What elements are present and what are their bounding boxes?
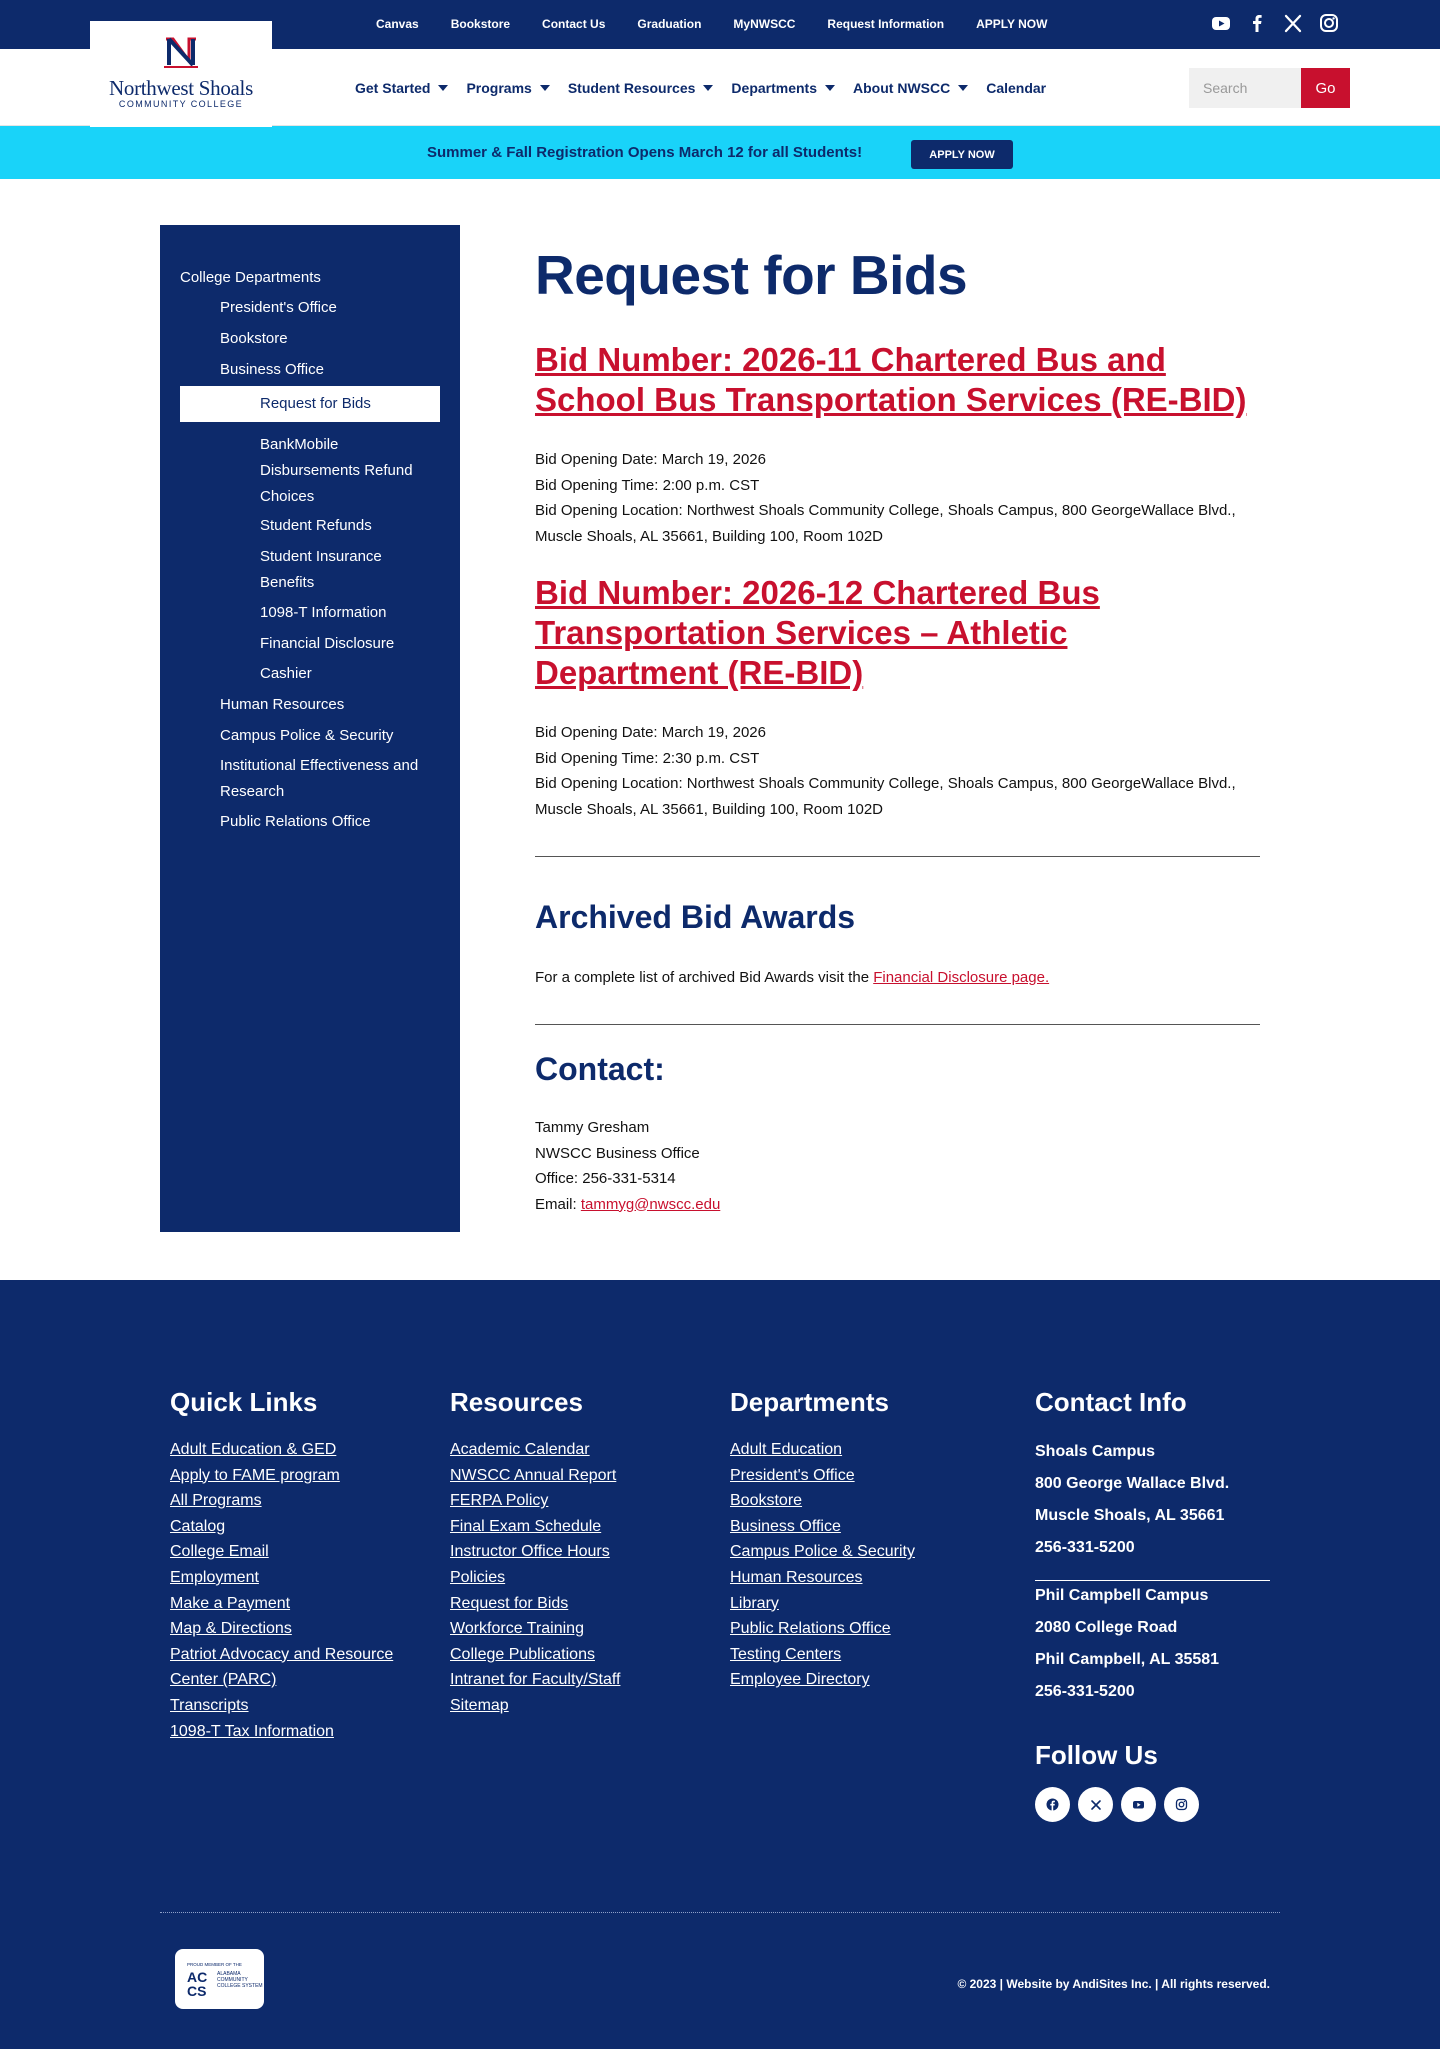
campus-name: Phil Campbell Campus [1035, 1587, 1209, 1604]
footer-departments-title: Departments [730, 1387, 889, 1417]
footer-link[interactable]: All Programs [170, 1492, 262, 1510]
archived-bid-awards-heading: Archived Bid Awards [535, 899, 856, 935]
footer-link[interactable]: Adult Education & GED [170, 1441, 337, 1458]
footer-link[interactable]: Instructor Office Hours [450, 1543, 610, 1561]
header-social-icons [1210, 12, 1340, 34]
footer-resources-links [450, 1437, 690, 1719]
campus-city: Muscle Shoals, AL 35661 [1035, 1507, 1225, 1524]
college-logo[interactable] [90, 21, 272, 127]
youtube-icon[interactable] [1121, 1787, 1156, 1822]
footer-link[interactable]: Academic Calendar [450, 1441, 590, 1458]
accs-logo-words: ALABAMA COMMUNITY COLLEGE SYSTEM [217, 1971, 263, 1989]
nav-calendar[interactable] [986, 80, 1046, 96]
follow-us-title: Follow Us [1035, 1740, 1158, 1770]
utility-links [376, 17, 1079, 31]
bid-opening-location: Bid Opening Location: Northwest Shoals Community College, Shoals Campus, 800 GeorgeWallace Blvd., Muscle Shoals, AL 35661, Building 100, Room 102D [535, 775, 1236, 818]
footer-link[interactable]: Bookstore [730, 1492, 803, 1510]
nav-about[interactable] [853, 80, 968, 96]
nav-departments[interactable] [731, 80, 835, 96]
sidebar-item-presidents-office[interactable]: President's Office [220, 299, 337, 316]
bid-link-2026-11[interactable]: Bid Number: 2026-11 Chartered Bus and School Bus Transportation Services (RE-BID) [535, 341, 1247, 418]
utility-link-graduation[interactable]: Graduation [637, 17, 702, 31]
utility-link-canvas[interactable]: Canvas [376, 17, 419, 31]
logo-name: Northwest Shoals [109, 76, 253, 100]
footer-link[interactable]: College Publications [450, 1645, 595, 1663]
announcement-apply-button[interactable]: APPLY NOW [911, 140, 1013, 169]
bid-opening-location: Bid Opening Location: Northwest Shoals Community College, Shoals Campus, 800 GeorgeWallace Blvd., Muscle Shoals, AL 35661, Building 100, Room 102D [535, 502, 1236, 545]
footer-contact-title: Contact Info [1035, 1387, 1187, 1417]
logo-subtitle: COMMUNITY COLLEGE [118, 99, 244, 109]
footer-link[interactable]: Library [730, 1594, 779, 1612]
instagram-icon[interactable] [1164, 1787, 1199, 1822]
sidebar-item-financial-disclosure[interactable]: Financial Disclosure [260, 635, 395, 652]
footer-link[interactable]: Transcripts [170, 1696, 249, 1714]
bid-link-2026-12[interactable]: Bid Number: 2026-12 Chartered Bus Transportation Services – Athletic Department (RE-BID) [535, 574, 1100, 691]
bid-opening-time: Bid Opening Time: 2:30 p.m. CST [535, 749, 760, 767]
nav-student-resources[interactable] [568, 80, 714, 96]
youtube-icon[interactable] [1210, 12, 1232, 34]
campus-phone: 256-331-5200 [1035, 1683, 1135, 1700]
footer-link[interactable]: FERPA Policy [450, 1492, 549, 1510]
nav-student-resources-label: Student Resources [567, 80, 696, 96]
chevron-down-icon [825, 85, 835, 91]
utility-link-mynwscc[interactable]: MyNWSCC [733, 17, 796, 31]
bid-details-2026-12 [535, 720, 1275, 822]
x-icon[interactable] [1282, 12, 1304, 34]
footer-link[interactable]: Map & Directions [170, 1620, 292, 1638]
contact-email-label: Email: [535, 1195, 581, 1213]
footer-rule [160, 1912, 1280, 1913]
nav-departments-label: Departments [731, 80, 818, 96]
footer-link[interactable]: President's Office [730, 1466, 855, 1484]
announcement-bar [0, 126, 1440, 179]
footer-link[interactable]: Request for Bids [450, 1594, 569, 1612]
sidebar-item-cashier[interactable]: Cashier [260, 665, 312, 682]
sidebar-item-campus-police[interactable]: Campus Police & Security [220, 727, 394, 744]
footer-link[interactable]: Sitemap [450, 1696, 509, 1714]
bid-opening-time: Bid Opening Time: 2:00 p.m. CST [535, 476, 760, 494]
bid-opening-date: Bid Opening Date: March 19, 2026 [535, 724, 766, 741]
footer-link[interactable]: Testing Centers [730, 1645, 842, 1663]
sidebar-item-college-departments[interactable]: College Departments [180, 269, 321, 286]
contact-email-line [535, 1192, 1275, 1218]
sidebar-item-public-relations[interactable]: Public Relations Office [220, 813, 371, 830]
sidebar-item-student-refunds[interactable]: Student Refunds [260, 517, 372, 534]
footer-link[interactable]: Campus Police & Security [730, 1543, 915, 1561]
footer-link[interactable]: Public Relations Office [730, 1620, 891, 1638]
footer-resources-title: Resources [450, 1387, 583, 1417]
footer-link[interactable]: Adult Education [730, 1441, 843, 1458]
facebook-icon[interactable] [1035, 1787, 1070, 1822]
search-input[interactable] [1189, 68, 1301, 108]
facebook-icon[interactable] [1246, 12, 1268, 34]
footer-link[interactable]: Apply to FAME program [170, 1466, 340, 1484]
utility-link-apply-now[interactable]: APPLY NOW [976, 17, 1048, 31]
sidebar-item-bankmobile[interactable]: BankMobile Disbursements Refund Choices [260, 436, 413, 505]
footer-link[interactable]: NWSCC Annual Report [450, 1466, 617, 1484]
footer-shoals-campus [1035, 1436, 1229, 1564]
nav-calendar-label: Calendar [986, 80, 1047, 96]
archived-bid-awards-text [535, 969, 1049, 986]
footer-link[interactable]: Employee Directory [730, 1671, 870, 1689]
footer-link[interactable]: College Email [170, 1543, 269, 1561]
page-title: Request for Bids [535, 244, 968, 306]
campus-address: 2080 College Road [1035, 1619, 1178, 1636]
footer-link[interactable]: Policies [450, 1568, 506, 1586]
sidebar-item-request-for-bids-active[interactable]: Request for Bids [180, 386, 440, 422]
content-divider [535, 856, 1260, 857]
contact-email-link[interactable]: tammyg@nwscc.edu [580, 1195, 721, 1213]
accs-logo-tagline: PROUD MEMBER OF THE [187, 1962, 242, 1967]
chevron-down-icon [958, 85, 968, 91]
sidebar-item-1098t[interactable]: 1098-T Information [260, 604, 387, 621]
financial-disclosure-link[interactable]: Financial Disclosure page. [873, 969, 1050, 986]
campus-address: 800 George Wallace Blvd. [1035, 1475, 1230, 1492]
sidebar-item-bookstore[interactable]: Bookstore [220, 330, 288, 347]
contact-department: NWSCC Business Office [535, 1144, 700, 1162]
utility-link-contact-us[interactable]: Contact Us [542, 17, 606, 31]
chevron-down-icon [438, 85, 448, 91]
nav-get-started-label: Get Started [355, 80, 431, 96]
nav-get-started[interactable] [355, 80, 448, 96]
main-navigation [355, 80, 1064, 96]
college-monogram-icon [163, 33, 199, 69]
nav-about-label: About NWSCC [853, 80, 951, 96]
footer-link[interactable]: Intranet for Faculty/Staff [450, 1671, 621, 1689]
search-go-button[interactable]: Go [1301, 68, 1350, 108]
footer-link[interactable]: Patriot Advocacy and Resource Center (PARC) [170, 1645, 394, 1689]
chevron-down-icon [540, 85, 550, 91]
footer-link[interactable]: Employment [170, 1568, 259, 1586]
footer-quick-links [170, 1437, 410, 1744]
chevron-down-icon [703, 85, 713, 91]
announcement-text: Summer & Fall Registration Opens March 12 for all Students! [427, 144, 863, 161]
footer-phil-campbell-campus [1035, 1580, 1219, 1708]
bid-details-2026-11 [535, 447, 1275, 549]
sidebar-item-institutional-effectiveness[interactable]: Institutional Effectiveness and Research [220, 757, 419, 800]
sidebar-nav [160, 225, 460, 1232]
contact-heading: Contact: [535, 1051, 665, 1087]
footer-link[interactable]: Business Office [730, 1517, 841, 1535]
x-icon[interactable] [1078, 1787, 1113, 1822]
contact-details [535, 1115, 1275, 1217]
sidebar-item-human-resources[interactable]: Human Resources [220, 696, 345, 713]
footer-link[interactable]: Make a Payment [170, 1594, 291, 1612]
footer-quick-links-title: Quick Links [170, 1387, 318, 1417]
utility-link-request-information[interactable]: Request Information [827, 17, 945, 31]
bid-opening-date: Bid Opening Date: March 19, 2026 [535, 451, 766, 468]
footer-link[interactable]: Final Exam Schedule [450, 1517, 602, 1535]
sidebar-item-student-insurance[interactable]: Student Insurance Benefits [260, 548, 382, 591]
campus-city: Phil Campbell, AL 35581 [1035, 1651, 1220, 1668]
contact-office-phone: Office: 256-331-5314 [535, 1170, 676, 1187]
campus-phone: 256-331-5200 [1035, 1539, 1135, 1556]
accs-logo-mark: AC CS [187, 1969, 208, 1999]
footer-link[interactable]: 1098-T Tax Information [170, 1722, 334, 1740]
campus-name: Shoals Campus [1035, 1443, 1156, 1460]
instagram-icon[interactable] [1318, 12, 1340, 34]
footer-link[interactable]: Workforce Training [450, 1620, 584, 1638]
footer-link[interactable]: Human Resources [730, 1568, 863, 1586]
content-divider [535, 1024, 1260, 1025]
sidebar-item-business-office[interactable]: Business Office [220, 361, 324, 378]
footer-link[interactable]: Catalog [170, 1517, 226, 1535]
contact-name: Tammy Gresham [535, 1119, 650, 1136]
accs-logo[interactable] [175, 1949, 264, 2009]
site-footer [0, 1280, 1440, 2049]
utility-link-bookstore[interactable]: Bookstore [450, 17, 511, 31]
nav-programs-label: Programs [466, 80, 532, 96]
archived-text: For a complete list of archived Bid Awards visit the [535, 969, 874, 986]
footer-social-icons [1035, 1787, 1199, 1822]
nav-programs[interactable] [466, 80, 549, 96]
footer-departments-links [730, 1437, 990, 1693]
copyright-text: © 2023 | Website by AndiSites Inc. | All rights reserved. [957, 1977, 1270, 1991]
